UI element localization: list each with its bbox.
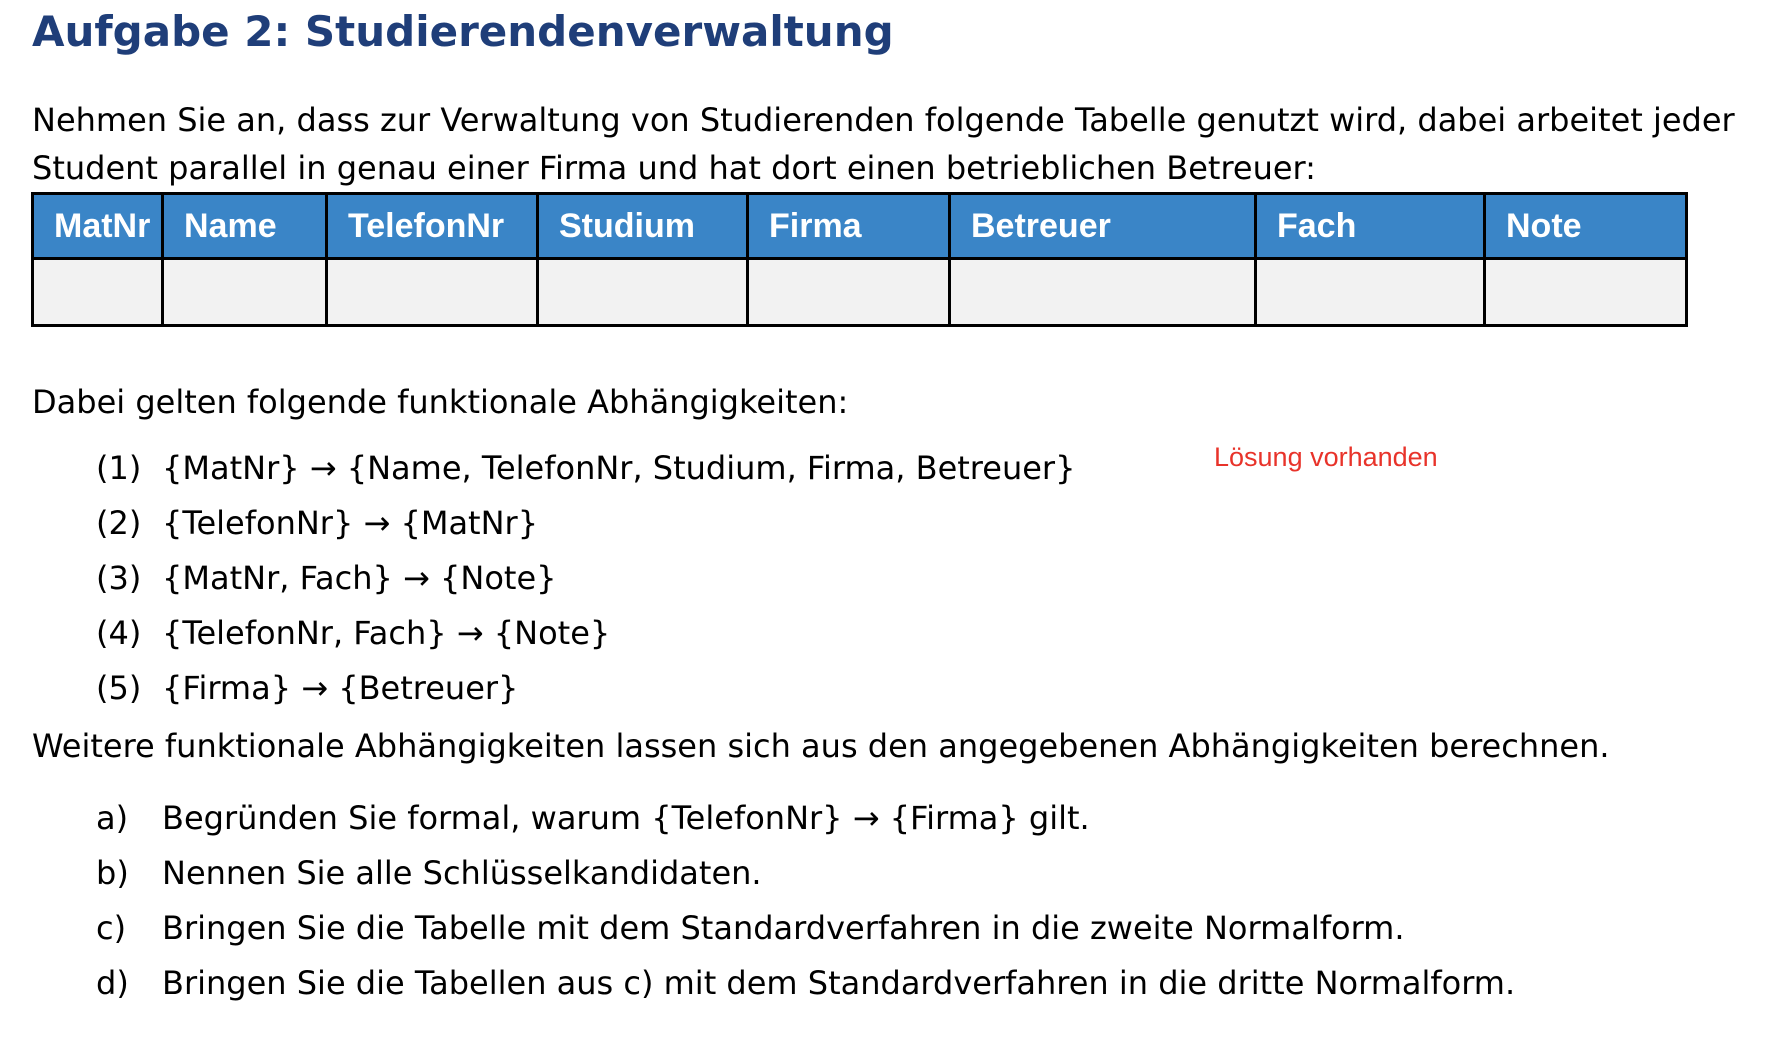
dependency-item (96, 441, 1075, 496)
solution-note: Lösung vorhanden (1214, 442, 1438, 472)
column-header-note: Note (1485, 194, 1687, 259)
dependency-text: {Firma} → {Betreuer} (162, 669, 519, 707)
task-item (96, 956, 1515, 1011)
table-cell-note (1485, 259, 1687, 326)
dependency-number: (4) (96, 614, 142, 652)
column-header-telefonnr: TelefonNr (327, 194, 538, 259)
task-list (96, 791, 1515, 1011)
column-header-fach: Fach (1256, 194, 1485, 259)
table-cell-firma (748, 259, 950, 326)
intro-paragraph (32, 96, 1772, 192)
table-cell-betreuer (950, 259, 1256, 326)
column-header-betreuer: Betreuer (950, 194, 1256, 259)
table-cell-name (163, 259, 327, 326)
dependency-text: {TelefonNr} → {MatNr} (162, 504, 539, 542)
dependency-item (96, 661, 1075, 716)
task-text: Bringen Sie die Tabelle mit dem Standardverfahren in die zweite Normalform. (162, 909, 1405, 947)
dependency-number: (5) (96, 669, 142, 707)
table-cell-fach (1256, 259, 1485, 326)
table-cell-matnr (33, 259, 163, 326)
schema-table (31, 192, 1688, 327)
dependency-item (96, 551, 1075, 606)
dependency-number: (1) (96, 449, 142, 487)
task-text: Nennen Sie alle Schlüsselkandidaten. (162, 854, 762, 892)
dependency-number: (2) (96, 504, 142, 542)
task-item (96, 901, 1515, 956)
task-text: Begründen Sie formal, warum {TelefonNr} → {Firma} gilt. (162, 799, 1090, 837)
column-header-matnr: MatNr (33, 194, 163, 259)
table-row (33, 259, 1687, 326)
intro-line-2: Student parallel in genau einer Firma und hat dort einen betrieblichen Betreuer: (32, 149, 1316, 187)
dependency-text: {MatNr} → {Name, TelefonNr, Studium, Firma, Betreuer} (162, 449, 1076, 487)
task-text: Bringen Sie die Tabellen aus c) mit dem Standardverfahren in die dritte Normalform. (162, 964, 1516, 1002)
task-label: c) (96, 909, 127, 947)
intro-line-1: Nehmen Sie an, dass zur Verwaltung von Studierenden folgende Tabelle genutzt wird, dabei arbeitet jeder (32, 101, 1735, 139)
dependency-item (96, 606, 1075, 661)
task-label: b) (96, 854, 129, 892)
page-title: Aufgabe 2: Studierendenverwaltung (32, 7, 894, 56)
dependency-text: {TelefonNr, Fach} → {Note} (162, 614, 611, 652)
column-header-firma: Firma (748, 194, 950, 259)
column-header-name: Name (163, 194, 327, 259)
dependency-text: {MatNr, Fach} → {Note} (162, 559, 557, 597)
dependency-number: (3) (96, 559, 142, 597)
table-header-row (33, 194, 1687, 259)
task-item (96, 791, 1515, 846)
task-item (96, 846, 1515, 901)
task-label: a) (96, 799, 129, 837)
dependencies-intro: Dabei gelten folgende funktionale Abhängigkeiten: (32, 383, 849, 421)
column-header-studium: Studium (538, 194, 748, 259)
further-dependencies-text: Weitere funktionale Abhängigkeiten lassen sich aus den angegebenen Abhängigkeiten berechnen. (32, 727, 1610, 765)
dependency-item (96, 496, 1075, 551)
table-cell-telefonnr (327, 259, 538, 326)
task-label: d) (96, 964, 129, 1002)
dependency-list (96, 441, 1075, 716)
table-cell-studium (538, 259, 748, 326)
